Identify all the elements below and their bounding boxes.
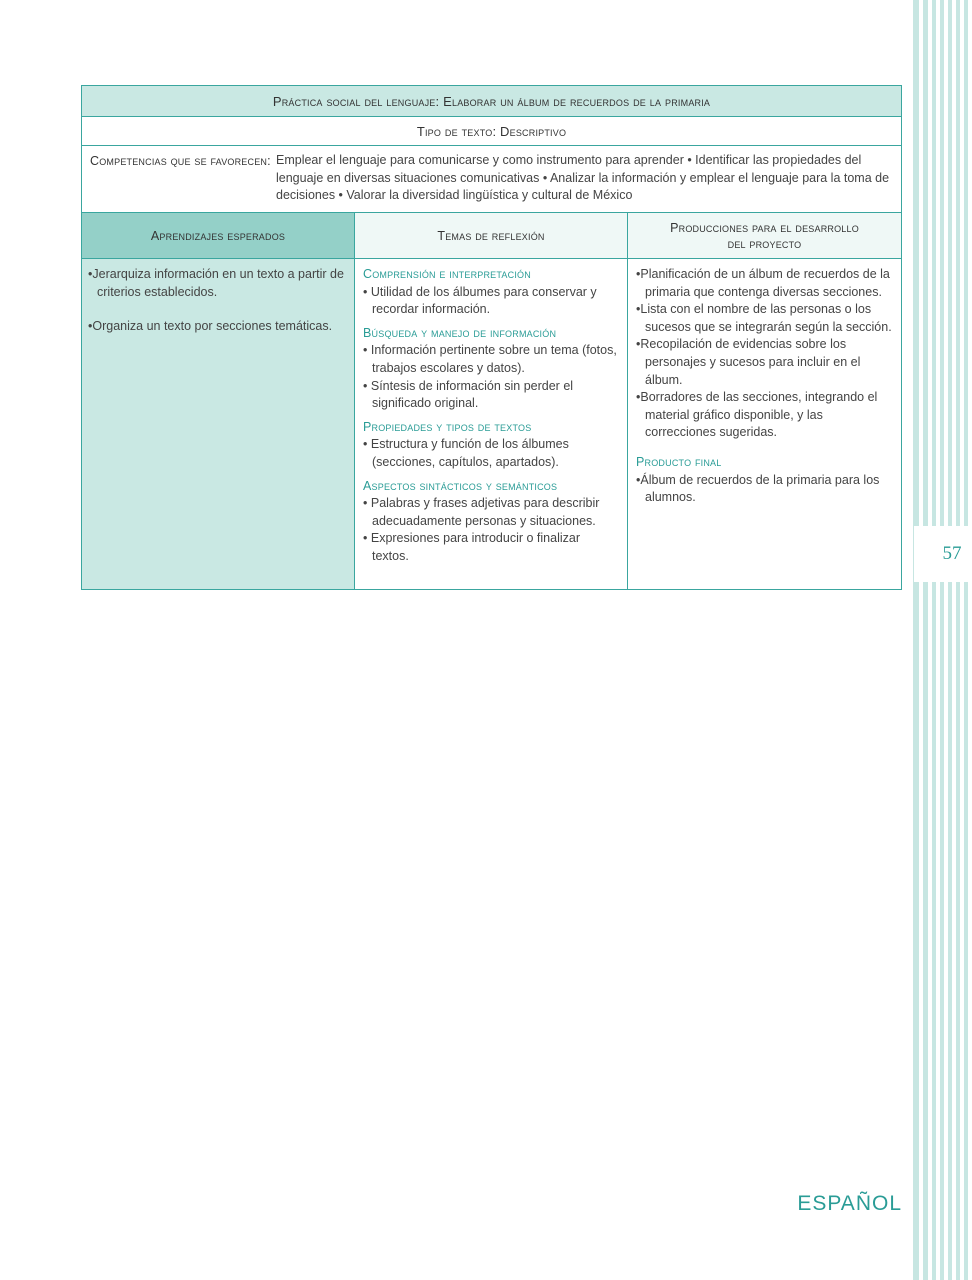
list-item: • Expresiones para introducir o finalizar textos. [363,531,580,563]
lesson-plan-table [81,85,902,590]
list-item: • Utilidad de los álbumes para conservar y recordar información. [363,284,597,317]
practice-title: Práctica social del lenguaje: Elaborar un álbum de recuerdos de la primaria [82,86,901,117]
competencias-label: Competencias que se favorecen: [90,154,271,168]
content-row [82,259,901,589]
list-item: • Síntesis de información sin perder el significado original. [363,378,574,411]
page-number: 57 [942,543,962,564]
section-title: Aspectos sintácticos y semánticos [363,478,558,493]
list-item: •Lista con el nombre de las personas o los sucesos que se integrarán según la sección. [636,302,892,334]
producciones-cell [628,259,901,589]
section-title: Búsqueda y manejo de información [363,325,557,340]
header-aprendizajes: Aprendizajes esperados [82,213,355,258]
competencias-row [82,146,901,213]
aprendizajes-cell [82,259,355,589]
text-type: Tipo de texto: Descriptivo [82,117,901,146]
header-producciones [628,213,901,258]
decorative-stripes [912,0,972,1280]
section-title: Producto final [636,454,722,469]
list-item: •Álbum de recuerdos de la primaria para los alumnos. [636,472,880,505]
column-headers [82,213,901,259]
list-item: •Planificación de un álbum de recuerdos de la primaria que contenga diversas secciones. [636,267,890,299]
header-temas: Temas de reflexión [355,213,628,258]
list-item: •Recopilación de evidencias sobre los personajes y sucesos para incluir en el álbum. [636,337,861,387]
section-title: Propiedades y tipos de textos [363,419,532,434]
list-item: •Borradores de las secciones, integrando el material gráfico disponible, y las correcciones sugeridas. [636,390,878,440]
section-title: Comprensión e interpretación [363,267,531,281]
list-item: • Estructura y función de los álbumes (secciones, capítulos, apartados). [363,437,569,469]
header-producciones-line2: del proyecto [727,236,802,251]
list-item: • Información pertinente sobre un tema (fotos, trabajos escolares y datos). [363,343,617,375]
list-item: • Palabras y frases adjetivas para describir adecuadamente personas y situaciones. [363,496,600,528]
list-item: •Organiza un texto por secciones temáticas. [88,319,333,334]
subject-label: ESPAÑOL [797,1192,902,1215]
competencias-text: Emplear el lenguaje para comunicarse y como instrumento para aprender • Identificar las propiedades del lenguaje en diversas situaciones comunicativas • Analizar la información y emplear el lenguaje para la toma de decisiones • Valorar la diversidad lingüística y cultural de México [276,153,890,202]
temas-cell [355,259,628,589]
header-producciones-line1: Producciones para el desarrollo [670,220,859,235]
list-item: •Jerarquiza información en un texto a partir de criterios establecidos. [88,267,344,299]
